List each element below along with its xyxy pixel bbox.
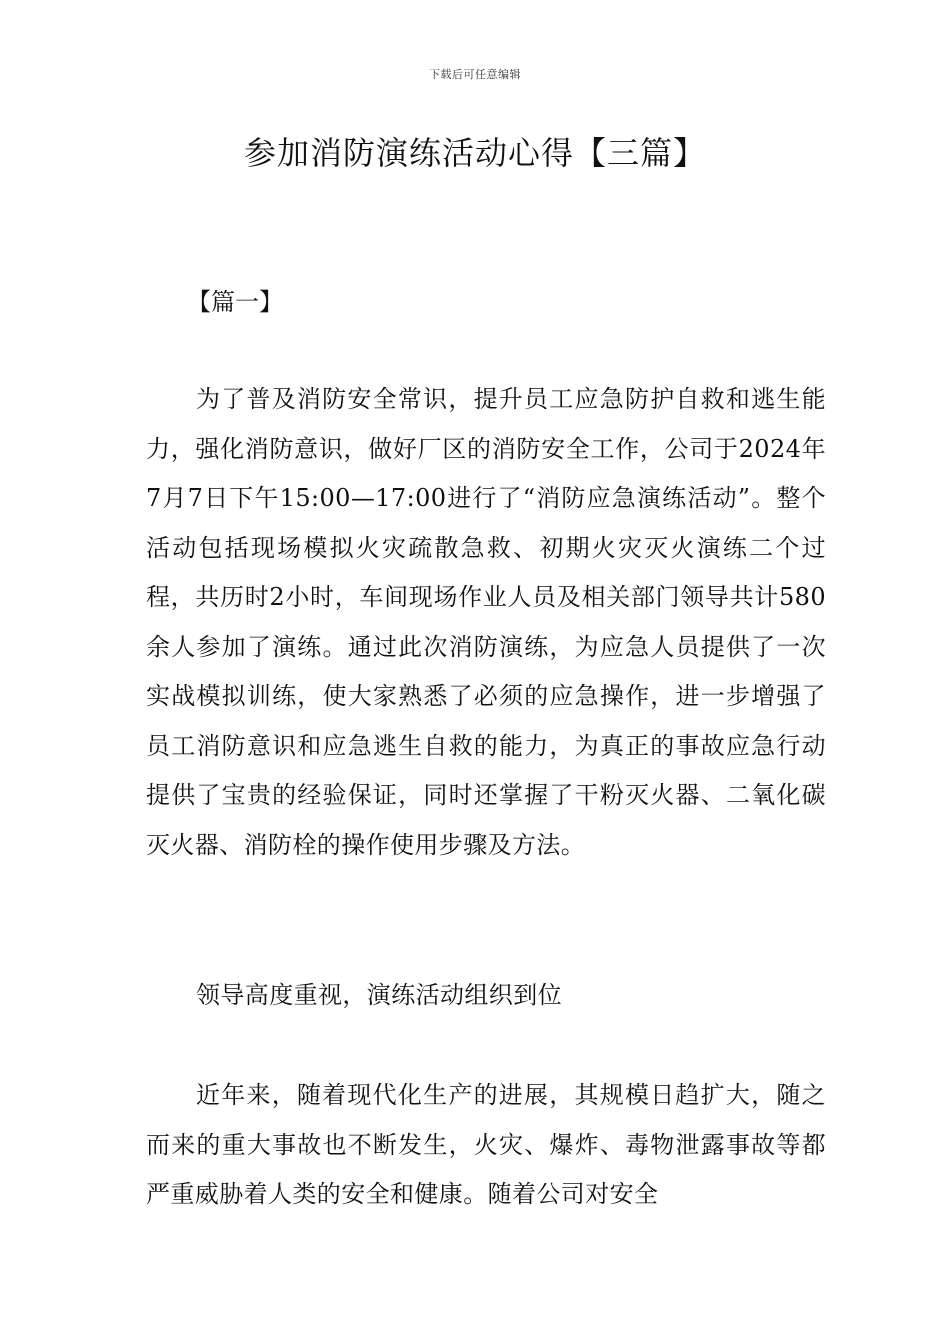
header-note: 下载后可任意编辑 <box>429 68 521 81</box>
paragraph-second: 近年来，随着现代化生产的进展，其规模日趋扩大，随之而来的重大事故也不断发生，火灾、爆炸、毒物泄露事故等都严重威胁着人类的安全和健康。随着公司对安全 <box>146 1081 826 1208</box>
paragraph-subheading: 领导高度重视，演练活动组织到位 <box>196 981 562 1009</box>
paragraph-intro: 为了普及消防安全常识，提升员工应急防护自救和逃生能力，强化消防意识，做好厂区的消防安全工作，公司于2024年7月7日下午15:00—17:00进行了“消防应急演练活动”。整个活动包括现场模拟火灾疏散急救、初期火灾灭火演练二个过程，共历时2小时，车间现场作业人员及相关部门领导共计580余人参加了演练。通过此次消防演练，为应急人员提供了一次实战模拟训练，使大家熟悉了必须的应急操作，进一步增强了员工消防意识和应急逃生自救的能力，为真正的事故应急行动提供了宝贵的经验保证，同时还掌握了干粉灭火器、二氧化碳灭火器、消防栓的操作使用步骤及方法。 <box>146 385 826 859</box>
document-title: 参加消防演练活动心得【三篇】 <box>243 134 706 172</box>
section-label: 【篇一】 <box>187 288 283 316</box>
